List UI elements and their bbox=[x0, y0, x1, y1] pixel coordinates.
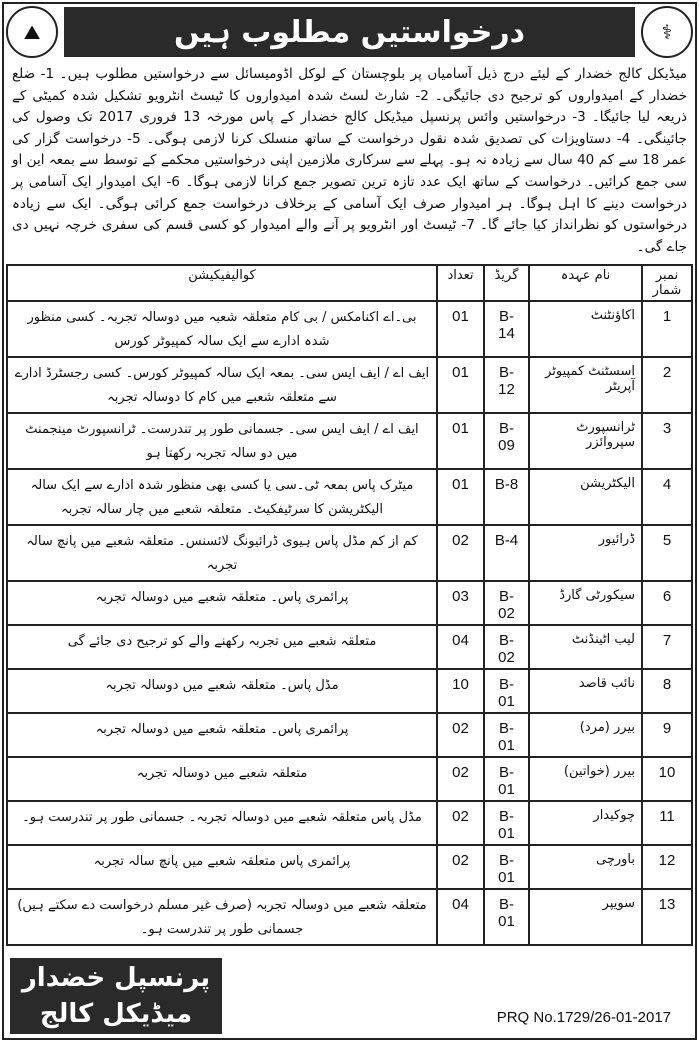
cell-serial: 3 bbox=[642, 413, 692, 469]
ad-frame bbox=[2, 2, 697, 1040]
cell-qualification: ایف اے / ایف ایس سی۔ بمعہ ایک سالہ کمپیوٹر کورس۔ کسی رجسٹرڈ ادارے سے متعلقہ شعبے میں کام کا دوسالہ تجربہ bbox=[7, 357, 437, 413]
cell-grade: B-01 bbox=[484, 757, 529, 801]
cell-serial: 5 bbox=[642, 525, 692, 581]
cell-post: بیرر (خواتین) bbox=[529, 757, 642, 801]
cell-qualification: پرائمری پاس متعلقہ شعبے میں پانچ سالہ تجربہ bbox=[7, 845, 437, 889]
prq-number: PRQ No.1729/26-01-2017 bbox=[496, 1009, 671, 1027]
balochistan-emblem-icon: ⛰ bbox=[6, 6, 58, 58]
table-row bbox=[7, 301, 692, 357]
cell-serial: 1 bbox=[642, 301, 692, 357]
cell-grade: B-4 bbox=[484, 525, 529, 581]
cell-post: ڈرائیور bbox=[529, 525, 642, 581]
cell-qualification: مڈل پاس متعلقہ شعبے میں دوسالہ تجربہ۔ جسمانی طور پر تندرست ہو۔ bbox=[7, 801, 437, 845]
issuer-line1: پرنسپل خضدار bbox=[21, 963, 211, 994]
cell-post: ٹرانسپورٹ سپروائزر bbox=[529, 413, 642, 469]
header-serial: نمبر شمار bbox=[642, 265, 692, 301]
cell-count: 01 bbox=[437, 301, 484, 357]
cell-post: سویپر bbox=[529, 889, 642, 945]
header-grade: گریڈ bbox=[484, 265, 529, 301]
cell-qualification: متعلقہ شعبے میں دوسالہ تجربہ bbox=[7, 757, 437, 801]
table-row bbox=[7, 713, 692, 757]
cell-count: 02 bbox=[437, 757, 484, 801]
cell-serial: 8 bbox=[642, 669, 692, 713]
header-post: نام عہدہ bbox=[529, 265, 642, 301]
cell-post: سیکورٹی گارڈ bbox=[529, 581, 642, 625]
cell-qualification: پرائمری پاس۔ متعلقہ شعبے میں دوسالہ تجربہ bbox=[7, 581, 437, 625]
cell-post: نائب قاصد bbox=[529, 669, 642, 713]
cell-count: 10 bbox=[437, 669, 484, 713]
cell-grade: B-02 bbox=[484, 581, 529, 625]
cell-post: لیب اٹینڈنٹ bbox=[529, 625, 642, 669]
cell-count: 02 bbox=[437, 845, 484, 889]
table-row bbox=[7, 581, 692, 625]
cell-serial: 9 bbox=[642, 713, 692, 757]
cell-post: باورچی bbox=[529, 845, 642, 889]
cell-qualification: میٹرک پاس بمعہ ٹی۔سی یا کسی بھی منظور شدہ ادارے سے ایک سالہ الیکٹریشن کا سرٹیفکیٹ۔ متعلقہ شعبے میں چار سالہ تجربہ bbox=[7, 469, 437, 525]
cell-post: اسسٹنٹ کمپیوٹر آپریٹر bbox=[529, 357, 642, 413]
table-row bbox=[7, 669, 692, 713]
cell-count: 01 bbox=[437, 469, 484, 525]
header-qualification: کوالیفیکیشن bbox=[7, 265, 437, 301]
cell-qualification: کم از کم مڈل پاس ہیوی ڈرائیونگ لائسنس۔ متعلقہ شعبے میں پانچ سالہ تجربہ bbox=[7, 525, 437, 581]
college-emblem-icon: ⚕ bbox=[641, 6, 693, 58]
page-title: درخواستیں مطلوب ہیں bbox=[64, 7, 635, 57]
cell-count: 04 bbox=[437, 889, 484, 945]
cell-grade: B-14 bbox=[484, 301, 529, 357]
cell-serial: 6 bbox=[642, 581, 692, 625]
issuer-line2: میڈیکل کالج bbox=[39, 999, 193, 1030]
table-row bbox=[7, 357, 692, 413]
table-row bbox=[7, 525, 692, 581]
cell-post: بیرر (مرد) bbox=[529, 713, 642, 757]
cell-count: 01 bbox=[437, 413, 484, 469]
cell-count: 03 bbox=[437, 581, 484, 625]
cell-qualification: بی۔اے اکنامکس / بی کام متعلقہ شعبہ میں دوسالہ تجربہ۔ کسی منظور شدہ ادارے سے ایک سالہ کمپیوٹر کورس bbox=[7, 301, 437, 357]
table-row bbox=[7, 889, 692, 945]
cell-serial: 4 bbox=[642, 469, 692, 525]
vacancies-table bbox=[6, 264, 693, 946]
cell-serial: 7 bbox=[642, 625, 692, 669]
ad-footer bbox=[6, 958, 693, 1034]
table-row bbox=[7, 413, 692, 469]
cell-serial: 10 bbox=[642, 757, 692, 801]
cell-qualification: متعلقہ شعبے میں دوسالہ تجربہ (صرف غیر مسلم درخواست دے سکتے ہیں) جسمانی طور پر تندرست ہو۔ bbox=[7, 889, 437, 945]
cell-grade: B-01 bbox=[484, 845, 529, 889]
cell-qualification: ایف اے / ایف ایس سی۔ جسمانی طور پر تندرست۔ ٹرانسپورٹ مینجمنٹ میں دو سالہ تجربہ رکھتا ہو bbox=[7, 413, 437, 469]
cell-post: الیکٹریشن bbox=[529, 469, 642, 525]
cell-grade: B-01 bbox=[484, 889, 529, 945]
table-row bbox=[7, 801, 692, 845]
cell-grade: B-01 bbox=[484, 713, 529, 757]
table-row bbox=[7, 625, 692, 669]
issuer-box bbox=[10, 958, 222, 1034]
cell-grade: B-02 bbox=[484, 625, 529, 669]
table-row bbox=[7, 757, 692, 801]
cell-grade: B-01 bbox=[484, 669, 529, 713]
cell-qualification: مڈل پاس۔ متعلقہ شعبے میں دوسالہ تجربہ bbox=[7, 669, 437, 713]
cell-count: 02 bbox=[437, 801, 484, 845]
table-row bbox=[7, 845, 692, 889]
cell-serial: 13 bbox=[642, 889, 692, 945]
cell-grade: B-12 bbox=[484, 357, 529, 413]
cell-serial: 11 bbox=[642, 801, 692, 845]
cell-grade: B-09 bbox=[484, 413, 529, 469]
cell-count: 01 bbox=[437, 357, 484, 413]
cell-grade: B-01 bbox=[484, 801, 529, 845]
cell-count: 02 bbox=[437, 525, 484, 581]
header-count: تعداد bbox=[437, 265, 484, 301]
cell-count: 02 bbox=[437, 713, 484, 757]
cell-post: چوکیدار bbox=[529, 801, 642, 845]
cell-serial: 12 bbox=[642, 845, 692, 889]
cell-qualification: پرائمری پاس۔ متعلقہ شعبے میں دوسالہ تجربہ bbox=[7, 713, 437, 757]
ad-header bbox=[6, 6, 693, 58]
table-row bbox=[7, 469, 692, 525]
instructions-paragraph: میڈیکل کالج خضدار کے لیئے درج ذیل آسامیاں پر بلوچستان کے لوکل اڈومیسائل سے درخواستیں مطلوب ہیں۔ 1- ضلع خضدار کے امیدواروں کو ترجیح دی جائیگی۔ 2- شارٹ لسٹ شدہ امیدواروں کا ٹیسٹ انٹرویو تشکیل شدہ کمیٹی کے ذریعہ لیا جائیگا۔ 3- درخواستیں وائس پرنسپل میڈیکل کالج خضدار کے پاس مورخہ 13 فروری 2017 تک وصول کی جائینگی۔ 4- دستاویزات کی تصدیق شدہ نقول درخواست کے ساتھ منسلک کرنا لازمی ہوگی۔ 5- درخواست گزار کی عمر 18 سے کم 40 سال سے زیادہ نہ ہو۔ پہلے سے سرکاری ملازمین اپنی درخواستیں محکمے کے توسط سے بمعہ این او سی جمع کرائیں۔ درخواست کے ساتھ ایک عدد تازہ ترین تصویر جمع کرانا لازمی ہوگا۔ 6- ایک امیدوار ایک آسامی پر درخواست دینے کا اہل ہوگا۔ ہر امیدوار صرف ایک آسامی کے برخلاف درخواست جمع کرائی ہوگی۔ ایک سے زیادہ درخواستوں کو نظرانداز کیا جائے گا۔ 7- ٹیسٹ اور انٹرویو پر آنے والے امیدوار کو کسی قسم کی سفری خرچہ نہیں دی جاے گی۔ bbox=[12, 66, 687, 255]
cell-serial: 2 bbox=[642, 357, 692, 413]
cell-count: 04 bbox=[437, 625, 484, 669]
cell-post: اکاؤنٹنٹ bbox=[529, 301, 642, 357]
cell-qualification: متعلقہ شعبے میں تجربہ رکھنے والے کو ترجیح دی جائے گی bbox=[7, 625, 437, 669]
table-header-row bbox=[7, 265, 692, 301]
cell-grade: B-8 bbox=[484, 469, 529, 525]
